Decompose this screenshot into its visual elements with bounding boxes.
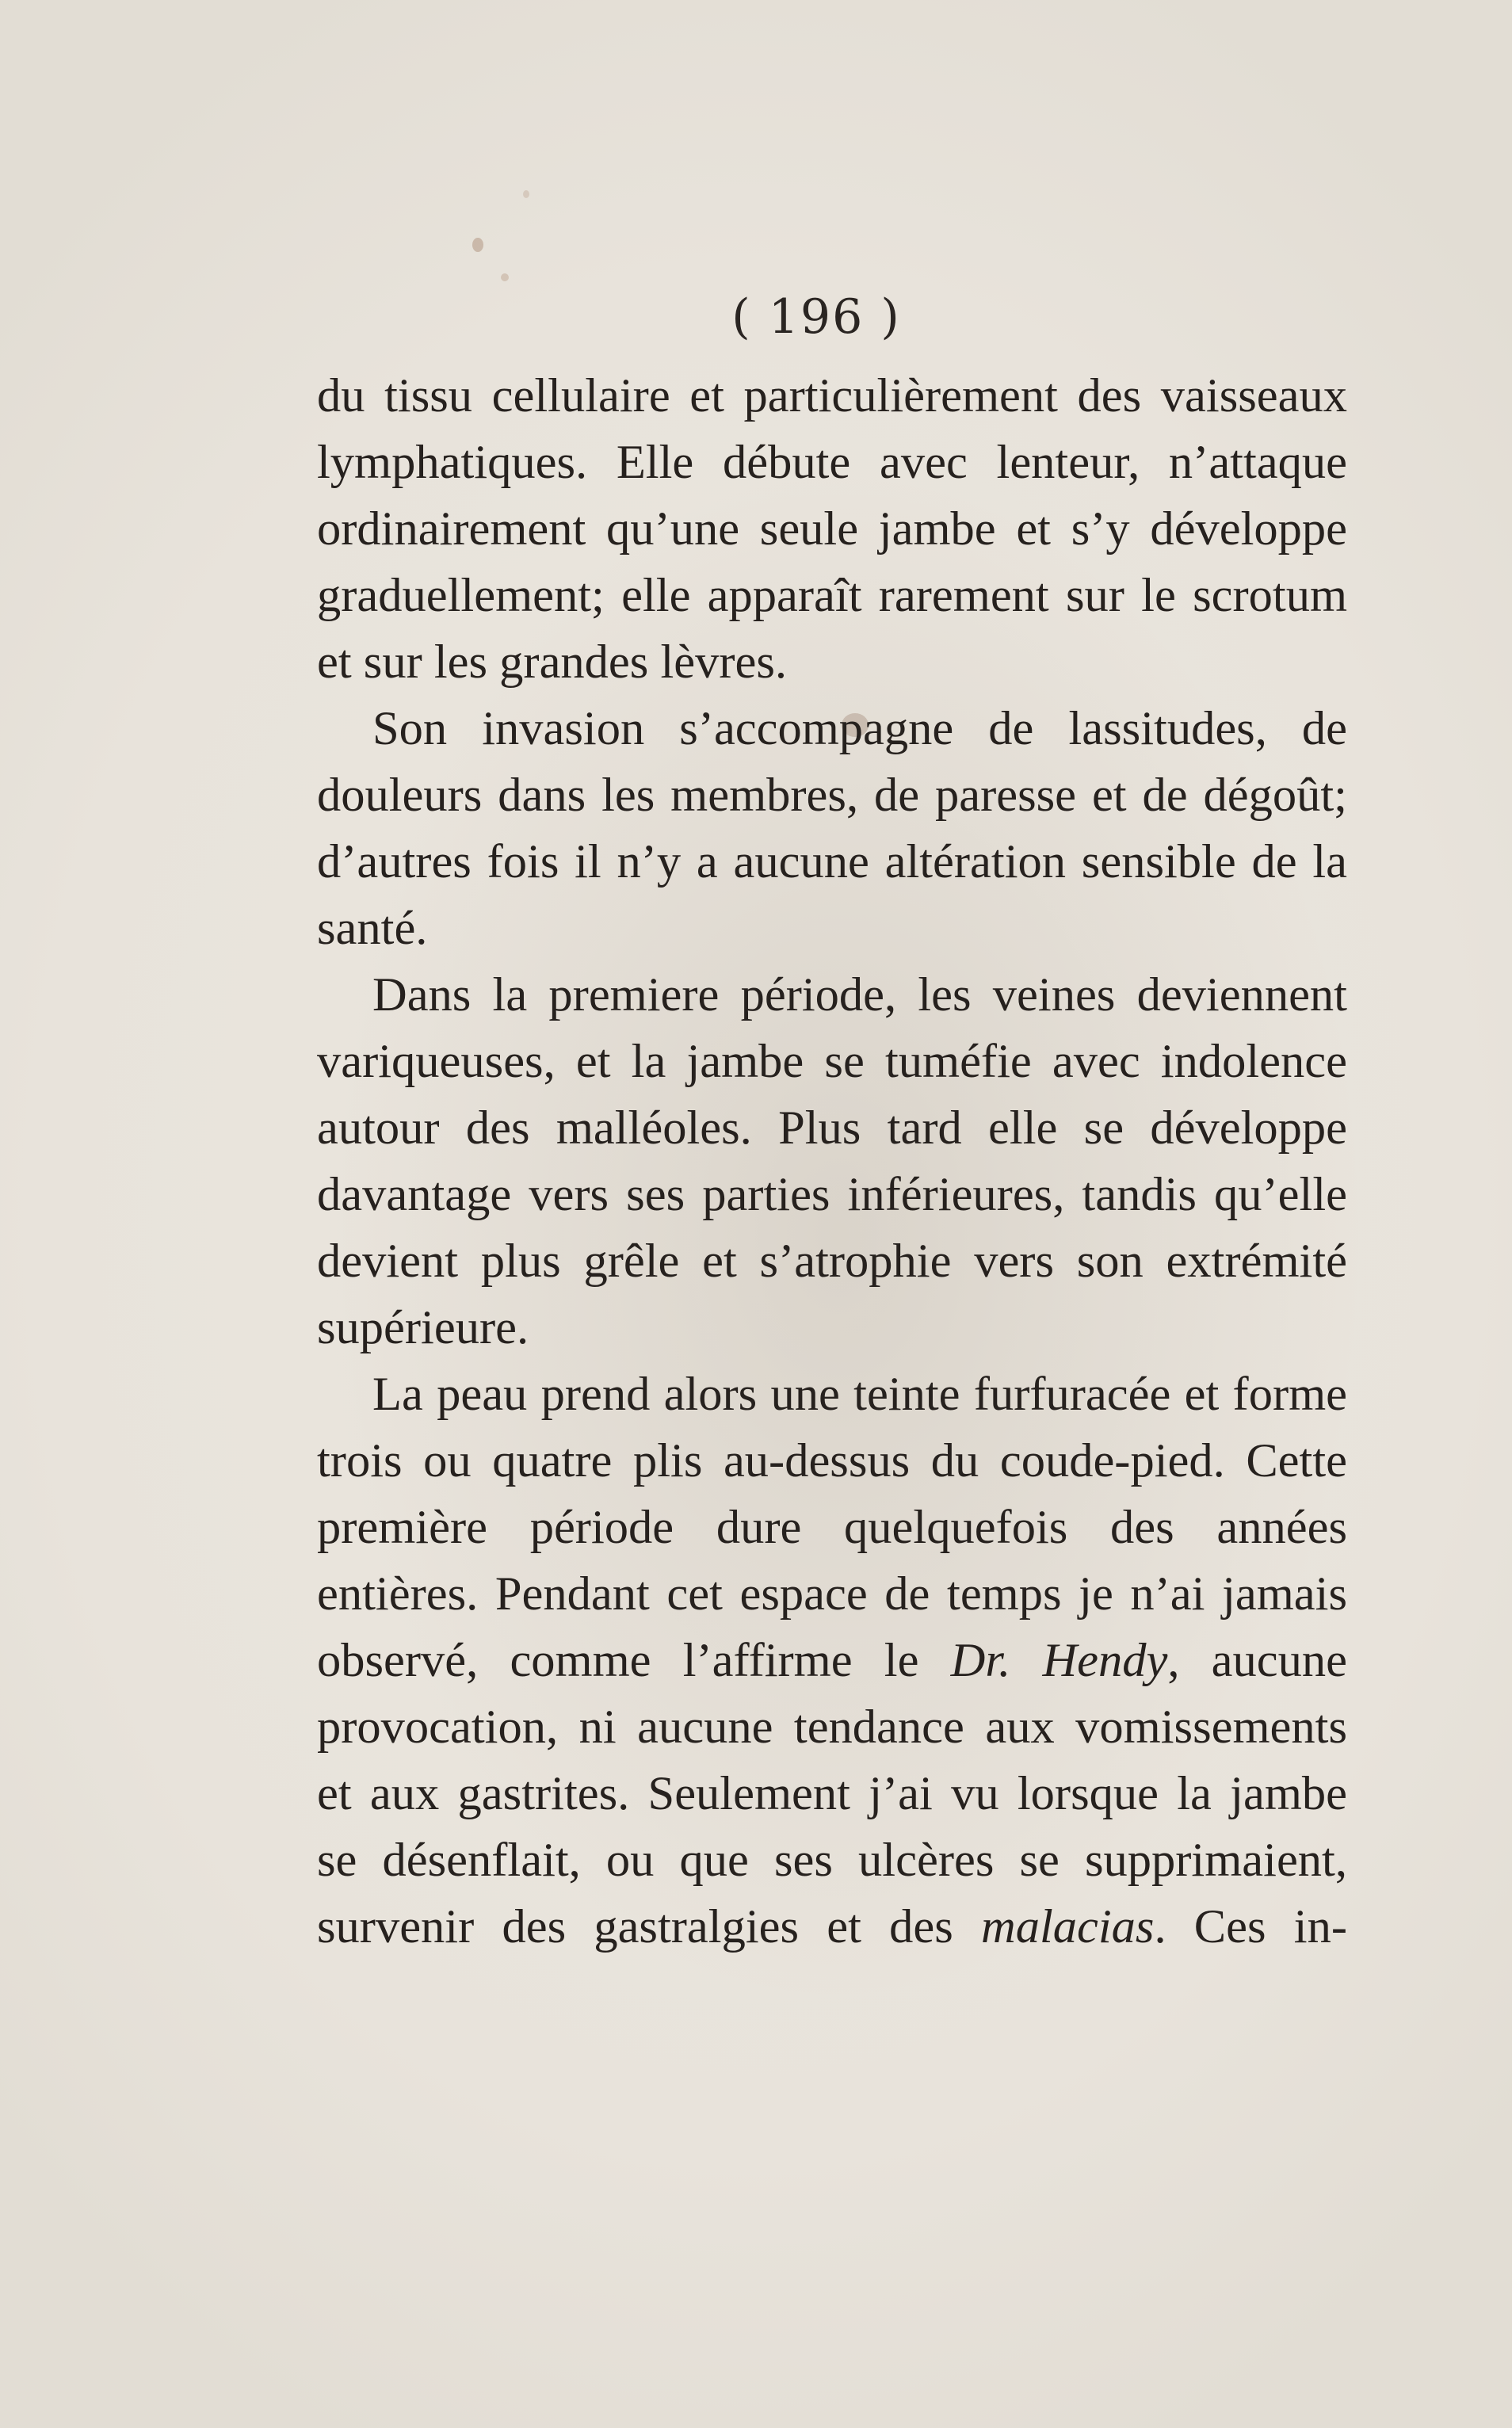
paragraph-3: Dans la premiere période, les veines deviennent variqueuses, et la jambe se tuméfie avec indolence autour des malléoles. Plus tard elle se développe davantage vers ses parties inférieures, tandis qu’elle devient plus grêle et s’atrophie vers son extrémité supérieure. — [317, 968, 1347, 1354]
term-malacias: malacias — [981, 1900, 1155, 1953]
doctor-name: Dr. Hendy — [950, 1634, 1168, 1687]
page-number: ( 196 ) — [731, 289, 901, 345]
paper-stain — [472, 238, 483, 252]
paragraph-4-part-1: La peau prend alors une teinte furfuracée et forme trois ou quatre plis au-dessus du coude-pied. Cette première période dure quelquefois des années entières. Pendant cet espace de temps je n’ai jamais observé, comme l’affirme le — [317, 1368, 1347, 1687]
paragraph-4-part-2: , aucune provocation, ni aucune tendance aux vomissements et aux gastrites. Seulement j’ai vu lorsque la jambe se désenflait, ou que ses ulcères se supprimaient, survenir des gastralgies et des — [317, 1634, 1347, 1953]
body-text — [317, 363, 1347, 1960]
paragraph-4-part-3: . Ces in- — [1154, 1900, 1347, 1953]
paragraph-4 — [317, 1361, 1347, 1960]
paragraph-1: du tissu cellulaire et particulièrement des vaisseaux lymphatiques. Elle débute avec lenteur, n’attaque ordinairement qu’une seule jambe et s’y développe graduellement; elle apparaît rarement sur le scrotum et sur les grandes lèvres. — [317, 369, 1347, 689]
paper-stain — [501, 273, 509, 281]
paragraph-2: Son invasion s’accompagne de lassitudes, de douleurs dans les membres, de paresse et de dégoût; d’autres fois il n’y a aucune altération sensible de la santé. — [317, 702, 1347, 955]
paper-stain — [523, 190, 529, 198]
